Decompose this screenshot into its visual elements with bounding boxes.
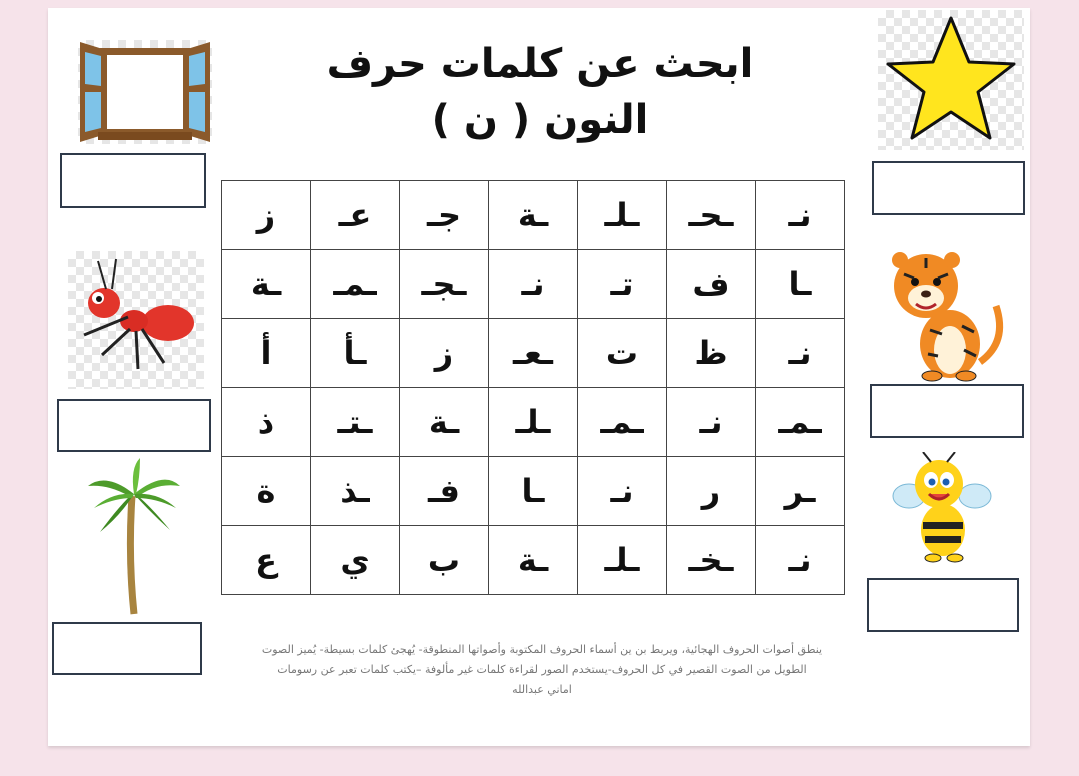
grid-cell[interactable]: أ	[222, 319, 311, 388]
grid-cell[interactable]: جـ	[400, 181, 489, 250]
grid-cell[interactable]: نـ	[489, 250, 578, 319]
grid-row	[222, 181, 845, 250]
footer-author: اماني عبدالله	[512, 683, 572, 696]
grid-cell[interactable]: نـ	[756, 319, 845, 388]
bee-icon	[889, 452, 993, 564]
footer-note	[222, 640, 862, 700]
title-line-1: ابحث عن كلمات حرف	[326, 41, 754, 87]
grid-cell[interactable]: تـ	[578, 250, 667, 319]
worksheet-title	[270, 36, 810, 148]
grid-row	[222, 319, 845, 388]
grid-cell[interactable]: عـ	[311, 181, 400, 250]
grid-cell[interactable]: ـخـ	[667, 526, 756, 595]
grid-cell[interactable]: ـة	[400, 388, 489, 457]
grid-cell[interactable]: ع	[222, 526, 311, 595]
grid-cell[interactable]: ظ	[667, 319, 756, 388]
grid-cell[interactable]: نـ	[667, 388, 756, 457]
grid-cell[interactable]: ت	[578, 319, 667, 388]
star-icon	[878, 10, 1024, 150]
grid-cell[interactable]: ـا	[489, 457, 578, 526]
answer-box-window[interactable]	[60, 153, 206, 208]
ant-icon	[68, 251, 204, 389]
grid-cell[interactable]: ي	[311, 526, 400, 595]
grid-cell[interactable]: ر	[667, 457, 756, 526]
title-line-2: النون ( ن )	[431, 97, 649, 143]
answer-box-palm[interactable]	[52, 622, 202, 675]
grid-cell[interactable]: ـة	[489, 526, 578, 595]
tiger-icon	[884, 246, 1014, 382]
grid-cell[interactable]: ـا	[756, 250, 845, 319]
grid-cell[interactable]: ـة	[489, 181, 578, 250]
grid-cell[interactable]: ـجـ	[400, 250, 489, 319]
grid-row	[222, 457, 845, 526]
grid-cell[interactable]: ف	[667, 250, 756, 319]
grid-cell[interactable]: ـذ	[311, 457, 400, 526]
grid-cell[interactable]: ـة	[222, 250, 311, 319]
answer-box-star[interactable]	[872, 161, 1025, 215]
grid-cell[interactable]: ذ	[222, 388, 311, 457]
grid-row	[222, 250, 845, 319]
window-icon	[78, 40, 212, 144]
footer-line-1: ينطق أصوات الحروف الهجائية، ويربط بن ين أسماء الحروف المكتوبة وأصواتها المنطوقة- يُهجئ كلمات بسيطة- يُميز الصوت	[261, 643, 823, 656]
palm-tree-icon	[86, 456, 182, 616]
grid-cell[interactable]: ـأ	[311, 319, 400, 388]
grid-cell[interactable]: فـ	[400, 457, 489, 526]
grid-cell[interactable]: ـمـ	[756, 388, 845, 457]
grid-cell[interactable]: ـمـ	[311, 250, 400, 319]
grid-cell[interactable]: ـلـ	[578, 526, 667, 595]
grid-cell[interactable]: ـعـ	[489, 319, 578, 388]
grid-row	[222, 388, 845, 457]
grid-cell[interactable]: نـ	[756, 526, 845, 595]
grid-cell[interactable]: ز	[222, 181, 311, 250]
grid-cell[interactable]: ـلـ	[489, 388, 578, 457]
letter-grid	[221, 180, 845, 595]
grid-cell[interactable]: ة	[222, 457, 311, 526]
grid-cell[interactable]: ز	[400, 319, 489, 388]
grid-cell[interactable]: ب	[400, 526, 489, 595]
grid-cell[interactable]: ـلـ	[578, 181, 667, 250]
answer-box-ant[interactable]	[57, 399, 211, 452]
grid-cell[interactable]: ـمـ	[578, 388, 667, 457]
answer-box-tiger[interactable]	[870, 384, 1024, 438]
footer-line-2: الطويل من الصوت القصير في كل الحروف-يستخدم الصور لقراءة كلمات غير مألوفة –يكتب كلمات تعبر عن رسومات	[277, 663, 807, 676]
grid-cell[interactable]: ـحـ	[667, 181, 756, 250]
grid-cell[interactable]: ـتـ	[311, 388, 400, 457]
grid-row	[222, 526, 845, 595]
grid-cell[interactable]: ـر	[756, 457, 845, 526]
grid-cell[interactable]: نـ	[578, 457, 667, 526]
answer-box-bee[interactable]	[867, 578, 1019, 632]
grid-cell[interactable]: نـ	[756, 181, 845, 250]
